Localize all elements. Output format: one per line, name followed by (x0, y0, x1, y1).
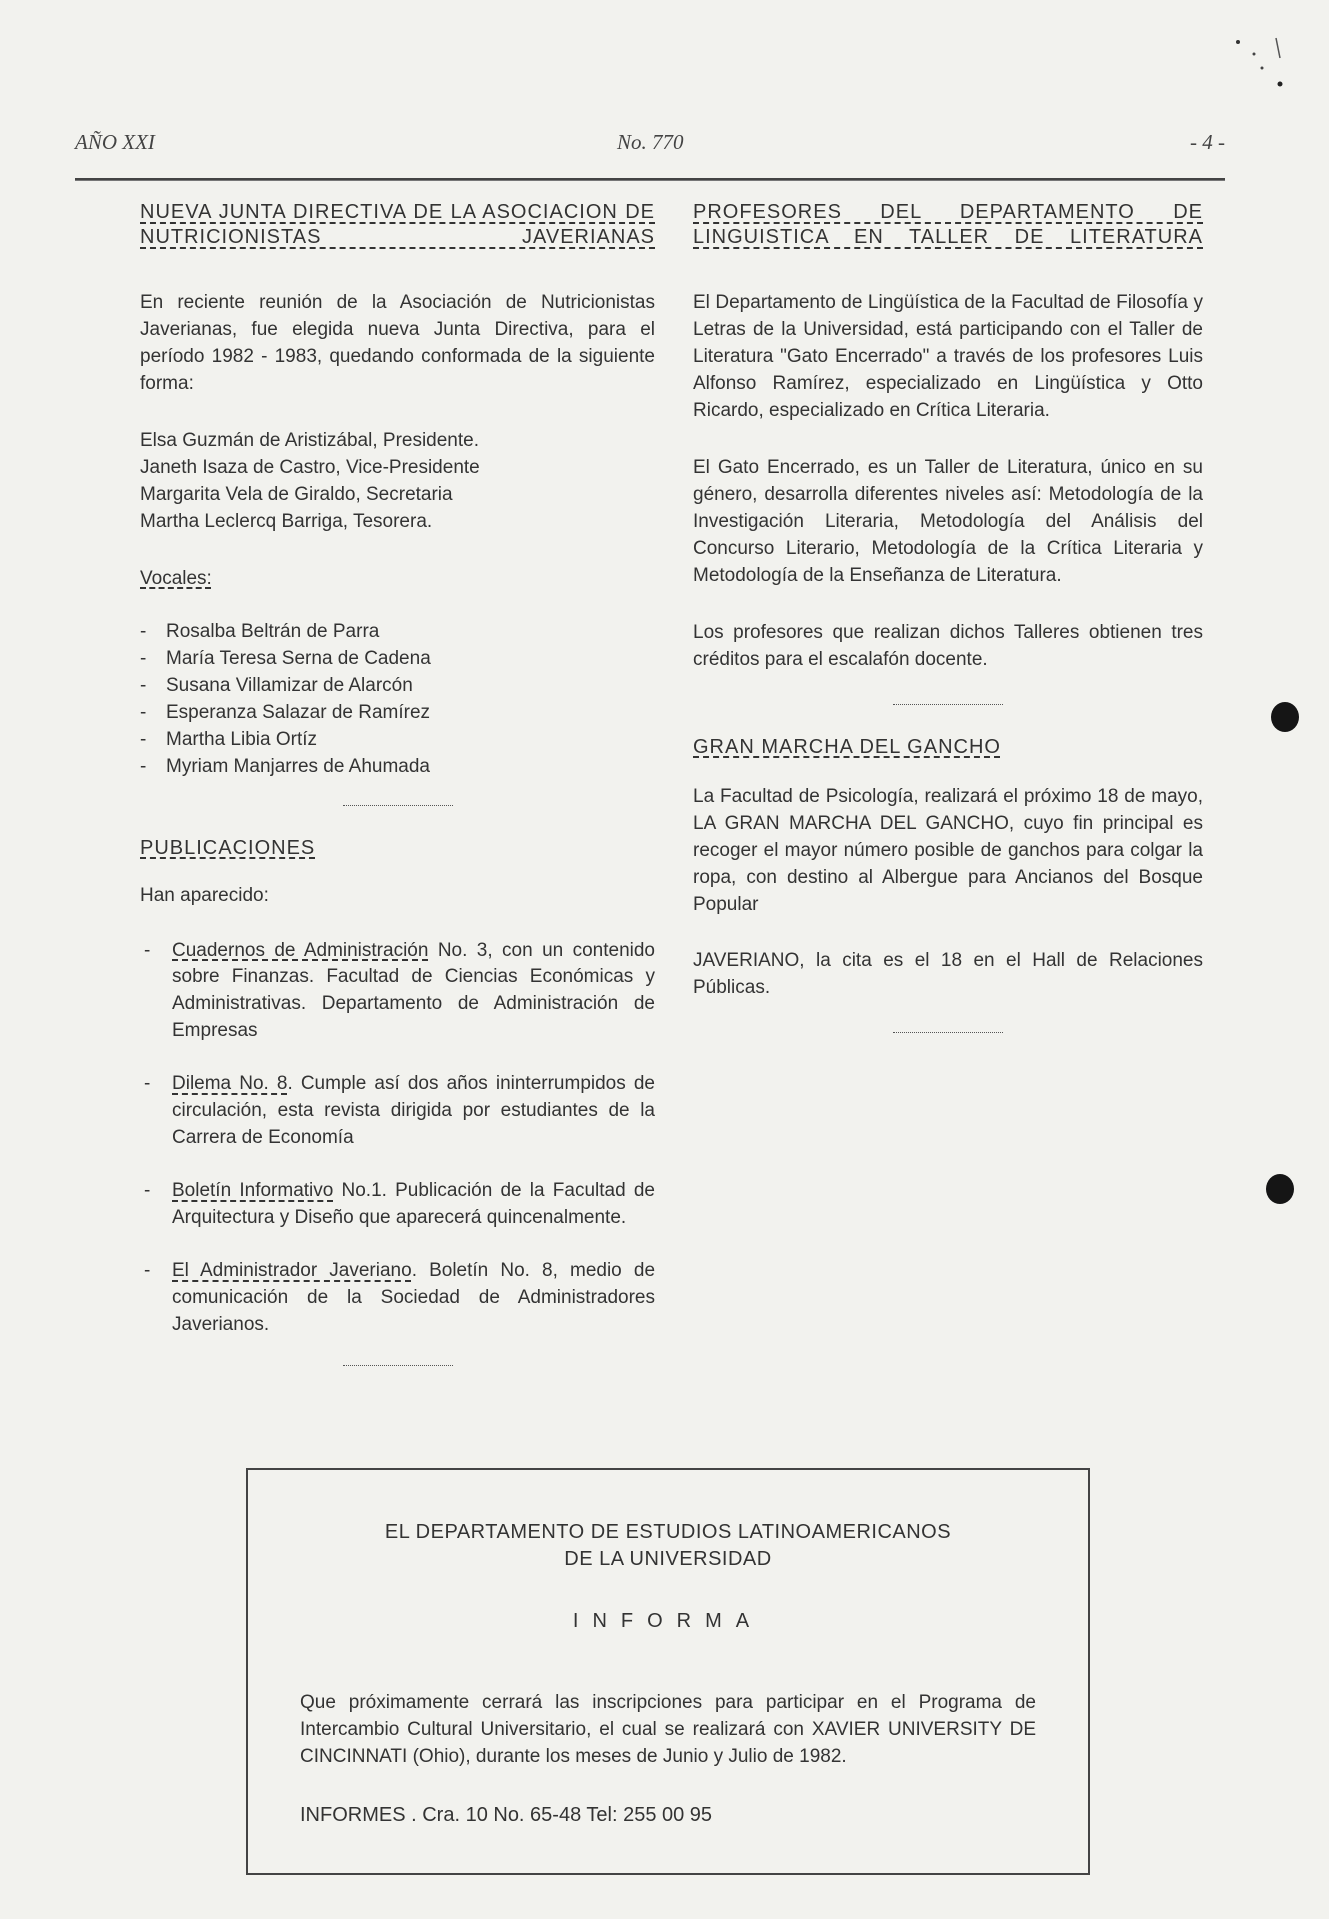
notice-box (246, 1468, 1090, 1875)
header-rule (75, 178, 1225, 181)
junta-heading: NUEVA JUNTA DIRECTIVA DE LA ASOCIACION DE NUTRICIONISTAS JAVERIANAS (140, 201, 655, 248)
issue-year: AÑO XXI (75, 130, 155, 154)
vocal-item: - Martha Libia Ortíz (140, 727, 655, 754)
publicaciones-intro: Han aparecido: (140, 884, 269, 906)
profesores-paragraph: Los profesores que realizan dichos Talleres obtienen tres créditos para el escalafón docente. (693, 621, 1203, 670)
section-separator (893, 1032, 1003, 1033)
left-column (140, 200, 655, 1396)
punch-hole-mark (1271, 702, 1299, 732)
officer: Martha Leclercq Barriga, Tesorera. (140, 510, 433, 532)
profesores-paragraph: El Departamento de Lingüística de la Facultad de Filosofía y Letras de la Universidad, está participando con el Taller de Literatura "Gato Encerrado" a través de los profesores Luis Alfonso Ramírez, especializado en Lingüística y Otto Ricardo, especializado en Crítica Literaria. (693, 292, 1203, 421)
vocales-list (140, 619, 655, 781)
publication-description: No.1. Publicación de la Facultad de Arquitectura y Diseño que aparecerá quincenalmente. (172, 1180, 655, 1229)
publication-description: . Boletín No. 8, medio de comunicación de la Sociedad de Administradores Javerianos. (172, 1260, 656, 1336)
publication-name: Dilema No. 8 (172, 1073, 288, 1095)
vocal-item: - María Teresa Serna de Cadena (140, 646, 655, 673)
notice-text: Que próximamente cerrará las inscripciones para participar en el Programa de Intercambio Cultural Universitario, el cual se realizará con XAVIER UNIVERSITY DE CINCINNATI (Ohio), durante los meses de Junio y Julio de 1982. (300, 1692, 1036, 1768)
punch-hole-mark (1266, 1174, 1294, 1204)
vocal-item: - Esperanza Salazar de Ramírez (140, 700, 655, 727)
publication-description: . Cumple así dos años ininterrumpidos de circulación, esta revista dirigida por estudiantes de la Carrera de Economía (172, 1073, 655, 1149)
ink-specks (1232, 36, 1292, 96)
notice-contact: INFORMES . Cra. 10 No. 65-48 Tel: 255 00 95 (300, 1804, 713, 1827)
publicaciones-heading: PUBLICACIONES (140, 836, 316, 859)
officer: Margarita Vela de Giraldo, Secretaria (140, 483, 453, 505)
publication-item (140, 1178, 655, 1232)
notice-informa: INFORMA (572, 1610, 764, 1632)
publication-item (140, 1071, 655, 1152)
officer: Elsa Guzmán de Aristizábal, Presidente. (140, 429, 480, 451)
publication-description: No. 3, con un contenido sobre Finanzas. Facultad de Ciencias Económicas y Administrativas. Departamento de Administración de Empresas (172, 939, 655, 1042)
right-column (693, 200, 1203, 1063)
page-number: - 4 - (1190, 130, 1225, 154)
marcha-paragraph: JAVERIANO, la cita es el 18 en el Hall de Relaciones Públicas. (693, 950, 1203, 999)
publication-item (140, 1258, 655, 1339)
publication-name: Boletín Informativo (172, 1180, 334, 1202)
notice-title (300, 1519, 1036, 1573)
section-separator (343, 805, 453, 806)
publication-item (140, 938, 655, 1046)
publication-name: El Administrador Javeriano (172, 1260, 412, 1282)
vocal-item: - Myriam Manjarres de Ahumada (140, 754, 655, 781)
section-separator (343, 1365, 453, 1366)
junta-intro: En reciente reunión de la Asociación de Nutricionistas Javerianas, fue elegida nueva Junta Directiva, para el período 1982 - 1983, quedando conformada de la siguiente forma: (140, 292, 655, 394)
marcha-heading: GRAN MARCHA DEL GANCHO (693, 735, 1001, 758)
officers-list (140, 428, 655, 536)
page-header (75, 128, 1225, 162)
vocal-item: - Susana Villamizar de Alarcón (140, 673, 655, 700)
issue-number: No. 770 (617, 130, 684, 154)
vocal-item: - Rosalba Beltrán de Parra (140, 619, 655, 646)
vocales-label: Vocales: (140, 567, 212, 589)
profesores-paragraph: El Gato Encerrado, es un Taller de Literatura, único en su género, desarrolla diferentes niveles así: Metodología de la Investigación Literaria, Metodología del Análisis del Concurso Literario, Metodología de la Crítica Literaria y Metodología de la Enseñanza de Literatura. (693, 456, 1203, 586)
officer: Janeth Isaza de Castro, Vice-Presidente (140, 456, 480, 478)
marcha-paragraph: La Facultad de Psicología, realizará el próximo 18 de mayo, LA GRAN MARCHA DEL GANCHO, cuyo fin principal es recoger el mayor número posible de ganchos para colgar la ropa, con destino al Albergue para Ancianos del Bosque Popular (693, 785, 1203, 915)
notice-title-line: DE LA UNIVERSIDAD (564, 1548, 772, 1570)
notice-title-line: EL DEPARTAMENTO DE ESTUDIOS LATINOAMERICANOS (384, 1521, 952, 1543)
publicaciones-list (140, 938, 655, 1340)
publication-name: Cuadernos de Administración (172, 939, 429, 961)
section-separator (893, 704, 1003, 705)
profesores-heading: PROFESORES DEL DEPARTAMENTO DE LINGUISTICA EN TALLER DE LITERATURA (693, 201, 1203, 248)
